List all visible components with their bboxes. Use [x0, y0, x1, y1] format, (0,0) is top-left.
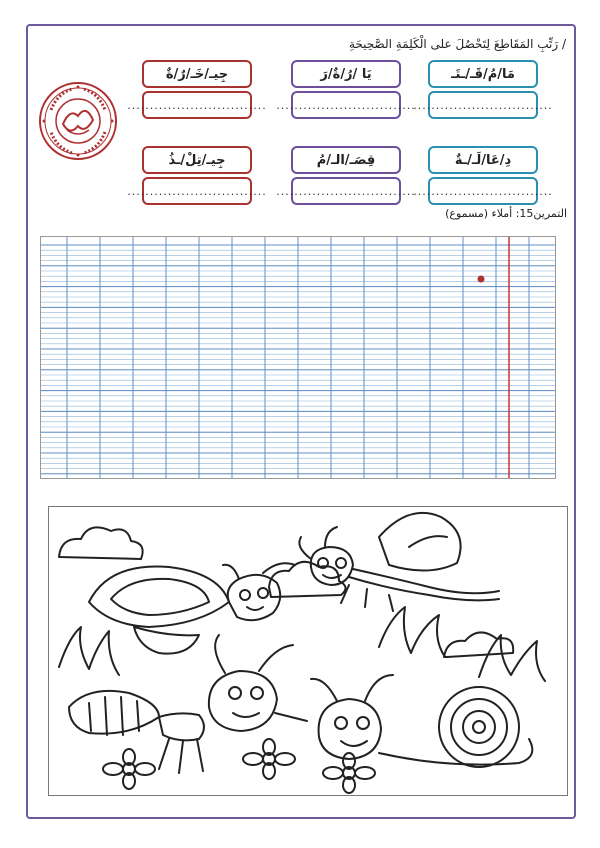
notebook-lines: [41, 237, 555, 478]
answer-box[interactable]: ...............................: [142, 177, 252, 205]
syllable-card-5: [276, 146, 416, 205]
coloring-picture: [48, 506, 568, 796]
ant-icon: [69, 635, 307, 773]
syllable-card-1: [413, 60, 553, 119]
answer-box[interactable]: ...............................: [142, 91, 252, 119]
answer-box[interactable]: ...............................: [291, 177, 401, 205]
answer-box[interactable]: ...............................: [428, 91, 538, 119]
exercise-title: التمرين15: أملاء (مسموع): [445, 207, 567, 220]
grass-icon: [379, 607, 445, 657]
grass-icon: [59, 627, 119, 675]
dictation-writing-area[interactable]: [40, 236, 556, 479]
school-seal-icon: [37, 80, 119, 162]
flower-icon: [103, 749, 155, 789]
insects-coloring-drawing: [49, 507, 566, 794]
start-dot-icon: [478, 276, 485, 283]
syllables-box: مَا/مُ/قَـ/ـتَـ: [428, 60, 538, 88]
syllables-box: جِيـ/خَـ/رٌ/ةٌ: [142, 60, 252, 88]
syllable-card-6: [127, 146, 267, 205]
butterfly-icon: [89, 563, 295, 653]
syllables-box: دِ/عَا/لَـ/ـةٌ: [428, 146, 538, 174]
answer-box[interactable]: ...............................: [428, 177, 538, 205]
syllable-card-2: [276, 60, 416, 119]
syllables-box: قِصَـ/الـ/مُ: [291, 146, 401, 174]
snail-icon: [311, 675, 532, 767]
syllables-box: جِيـ/تِلْ/ـذُ: [142, 146, 252, 174]
syllable-card-3: [127, 60, 267, 119]
answer-box[interactable]: ...............................: [291, 91, 401, 119]
syllable-card-4: [413, 146, 553, 205]
instruction-text: / رَتِّبِ المَقَاطِعَ لِتَحْصُلَ على الْكَلِمَةِ الصَّحِيحَةِ: [349, 37, 566, 51]
cloud-icon: [59, 527, 143, 559]
flower-icon: [243, 739, 295, 779]
syllables-box: يَا /رُ/ةٌ/رَ: [291, 60, 401, 88]
